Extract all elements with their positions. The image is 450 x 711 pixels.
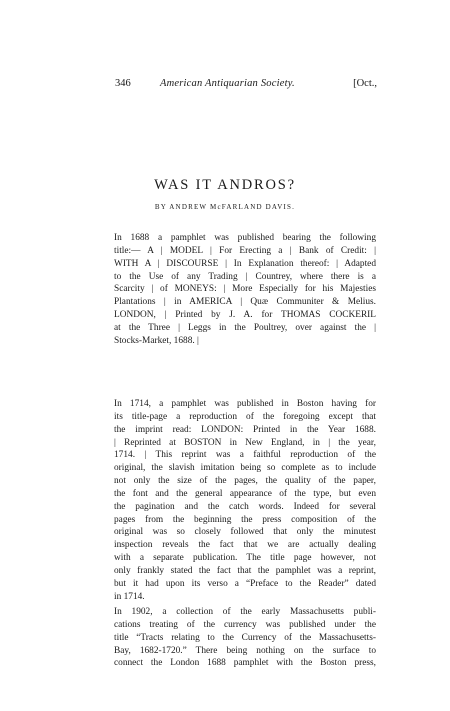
text-line: In 1714, a pamphlet was published in Boston having for [114, 399, 376, 409]
page-number: 346 [115, 78, 131, 89]
text-line: only frankly stated the fact that the pamphlet was a reprint, [114, 565, 376, 576]
paragraph-3 [114, 606, 376, 670]
text-line: connect the London 1688 pamphlet with the Boston press, [114, 658, 376, 669]
text-line: title:— A | MODEL | For Erecting a | Bank of Credit: | [114, 245, 376, 256]
text-line: In 1688 a pamphlet was published bearing the following [114, 233, 376, 243]
text-line: not only the size of the pages, the quality of the paper, [114, 476, 376, 487]
text-line: original was so closely followed that only the minutest [114, 527, 376, 538]
text-line: its title-page a reproduction of the foregoing except that [114, 411, 376, 422]
text-line: title “Tracts relating to the Currency of the Massachusetts- [114, 632, 376, 643]
text-line: Scarcity | of MONEYS: | More Especially for his Majesties [114, 284, 376, 295]
text-line: with a separate publication. The title page however, not [114, 553, 376, 564]
text-line: the font and the general appearance of the type, but even [114, 488, 376, 499]
text-line: the pagination and the catch words. Indeed for several [114, 501, 376, 512]
text-line: inspection reveals the fact that we are actually dealing [114, 540, 376, 551]
text-line: Bay, 1682-1720.” There being nothing on the surface to [114, 645, 376, 656]
paragraph-2 [114, 398, 376, 604]
text-line: in 1714. [114, 591, 145, 602]
page-header [115, 78, 377, 94]
text-line: Plantations | in AMERICA | Quæ Communiter & Melius. [114, 297, 376, 308]
text-line: In 1902, a collection of the early Massachusetts publi- [114, 607, 376, 617]
text-line: at the Three | Leggs in the Poultrey, over against the | [114, 322, 376, 333]
text-line: pages from the beginning the press composition of the [114, 514, 376, 525]
text-line: WITH A | DISCOURSE | In Explanation thereof: | Adapted [114, 258, 376, 269]
text-line: the imprint read: LONDON: Printed in the Year 1688. [114, 424, 376, 435]
paragraph-1 [114, 232, 376, 348]
text-line: 1714. | This reprint was a faithful reproduction of the [114, 450, 376, 461]
article-byline: BY ANDREW McFARLAND DAVIS. [154, 203, 296, 211]
running-title: American Antiquarian Society. [160, 78, 295, 89]
text-line: | Reprinted at BOSTON in New England, in | the year, [114, 437, 376, 448]
text-line: LONDON, | Printed by J. A. for THOMAS COCKERIL [114, 310, 376, 321]
article-title: WAS IT ANDROS? [154, 177, 296, 193]
text-line: to the Use of any Trading | Countrey, where there is a [114, 271, 376, 282]
text-line: original, the slavish imitation being so complete as to include [114, 463, 376, 474]
text-line: but it had upon its verso a “Preface to the Reader” dated [114, 578, 376, 589]
text-line: cations treating of the currency was published under the [114, 619, 376, 630]
text-line: Stocks-Market, 1688. | [114, 335, 199, 346]
header-month: [Oct., [353, 78, 377, 89]
